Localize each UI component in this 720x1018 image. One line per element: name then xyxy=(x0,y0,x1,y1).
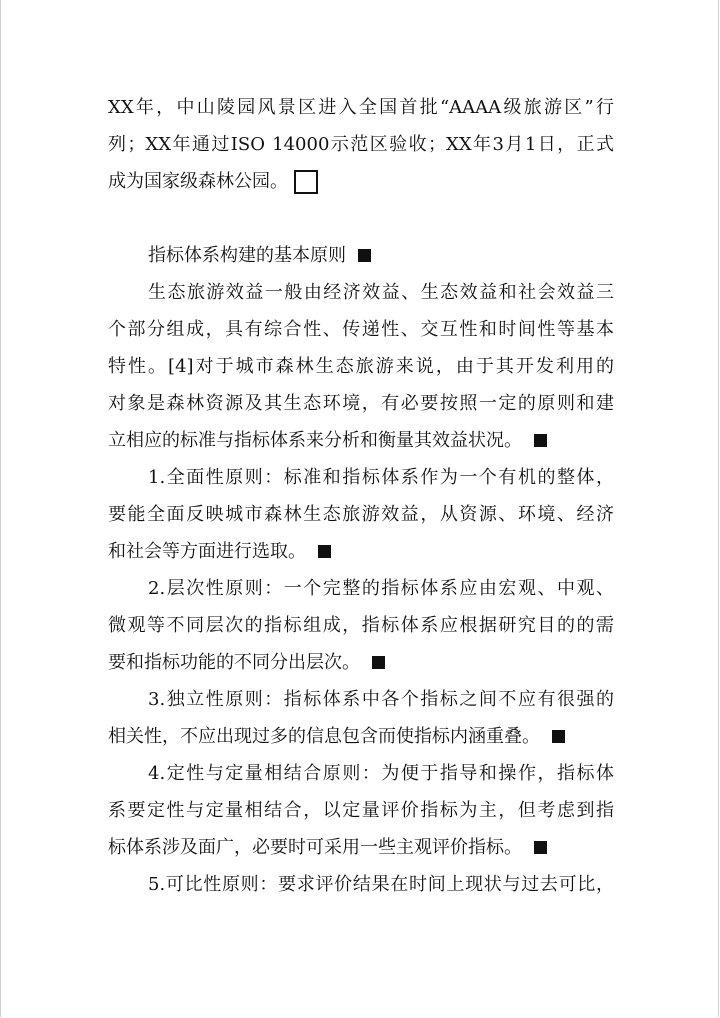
text-span: 和社会等方面进行选取。 xyxy=(108,541,306,562)
paragraph-principle-1 xyxy=(108,459,614,570)
filled-square-icon xyxy=(318,545,331,558)
text-span: 相关性，不应出现过多的信息包含而使指标内涵重叠。 xyxy=(108,726,540,747)
filled-square-icon xyxy=(534,434,547,447)
text-line: 对象是森林资源及其生态环境，有必要按照一定的原则和建 xyxy=(108,393,614,414)
text-line: 系要定性与定量相结合，以定量评价指标为主，但考虑到指 xyxy=(108,800,614,821)
filled-square-icon xyxy=(534,841,547,854)
text-line: 微观等不同层次的指标组成，指标体系应根据研究目的的需 xyxy=(108,615,614,636)
text-line xyxy=(108,829,614,866)
paragraph-intro xyxy=(108,274,614,459)
text-line: 要能全面反映城市森林生态旅游效益，从资源、环境、经济 xyxy=(108,504,614,525)
text-span: 立相应的标准与指标体系来分析和衡量其效益状况。 xyxy=(108,430,522,451)
text-line: 列；XX年通过ISO 14000示范区验收；XX年3月1日，正式 xyxy=(108,134,614,155)
document-body xyxy=(108,89,614,903)
paragraph-principle-5 xyxy=(108,866,614,903)
text-span: 标体系涉及面广，必要时可采用一些主观评价指标。 xyxy=(108,837,522,858)
text-line: 特性。[4]对于城市森林生态旅游来说，由于其开发利用的 xyxy=(108,356,614,377)
paragraph-principle-3 xyxy=(108,681,614,755)
filled-square-icon xyxy=(552,730,565,743)
text-line: XX年，中山陵园风景区进入全国首批“AAAA级旅游区”行 xyxy=(108,97,614,118)
filled-square-icon xyxy=(372,656,385,669)
empty-square-icon xyxy=(294,170,318,194)
text-line: 4.定性与定量相结合原则：为便于指导和操作，指标体 xyxy=(148,763,614,784)
text-line: 3.独立性原则：指标体系中各个指标之间不应有很强的 xyxy=(148,689,614,710)
paragraph-principle-4 xyxy=(108,755,614,866)
filled-square-icon xyxy=(358,249,371,262)
section-heading xyxy=(108,237,614,274)
text-line xyxy=(108,422,614,459)
paragraph-history xyxy=(108,89,614,200)
paragraph-principle-2 xyxy=(108,570,614,681)
text-span: 成为国家级森林公园。 xyxy=(108,171,288,192)
text-span: 要和指标功能的不同分出层次。 xyxy=(108,652,360,673)
text-line: 1.全面性原则：标准和指标体系作为一个有机的整体， xyxy=(148,467,614,488)
text-line: 生态旅游效益一般由经济效益、生态效益和社会效益三 xyxy=(148,282,614,303)
text-line xyxy=(108,163,614,200)
text-line xyxy=(108,644,614,681)
text-line xyxy=(108,718,614,755)
text-line: 2.层次性原则：一个完整的指标体系应由宏观、中观、 xyxy=(148,578,614,599)
text-line: 5.可比性原则：要求评价结果在时间上现状与过去可比， xyxy=(148,874,614,895)
text-line: 个部分组成，具有综合性、传递性、交互性和时间性等基本 xyxy=(108,319,614,340)
paragraph-gap xyxy=(108,200,614,237)
text-line xyxy=(108,533,614,570)
heading-text: 指标体系构建的基本原则 xyxy=(148,245,346,266)
